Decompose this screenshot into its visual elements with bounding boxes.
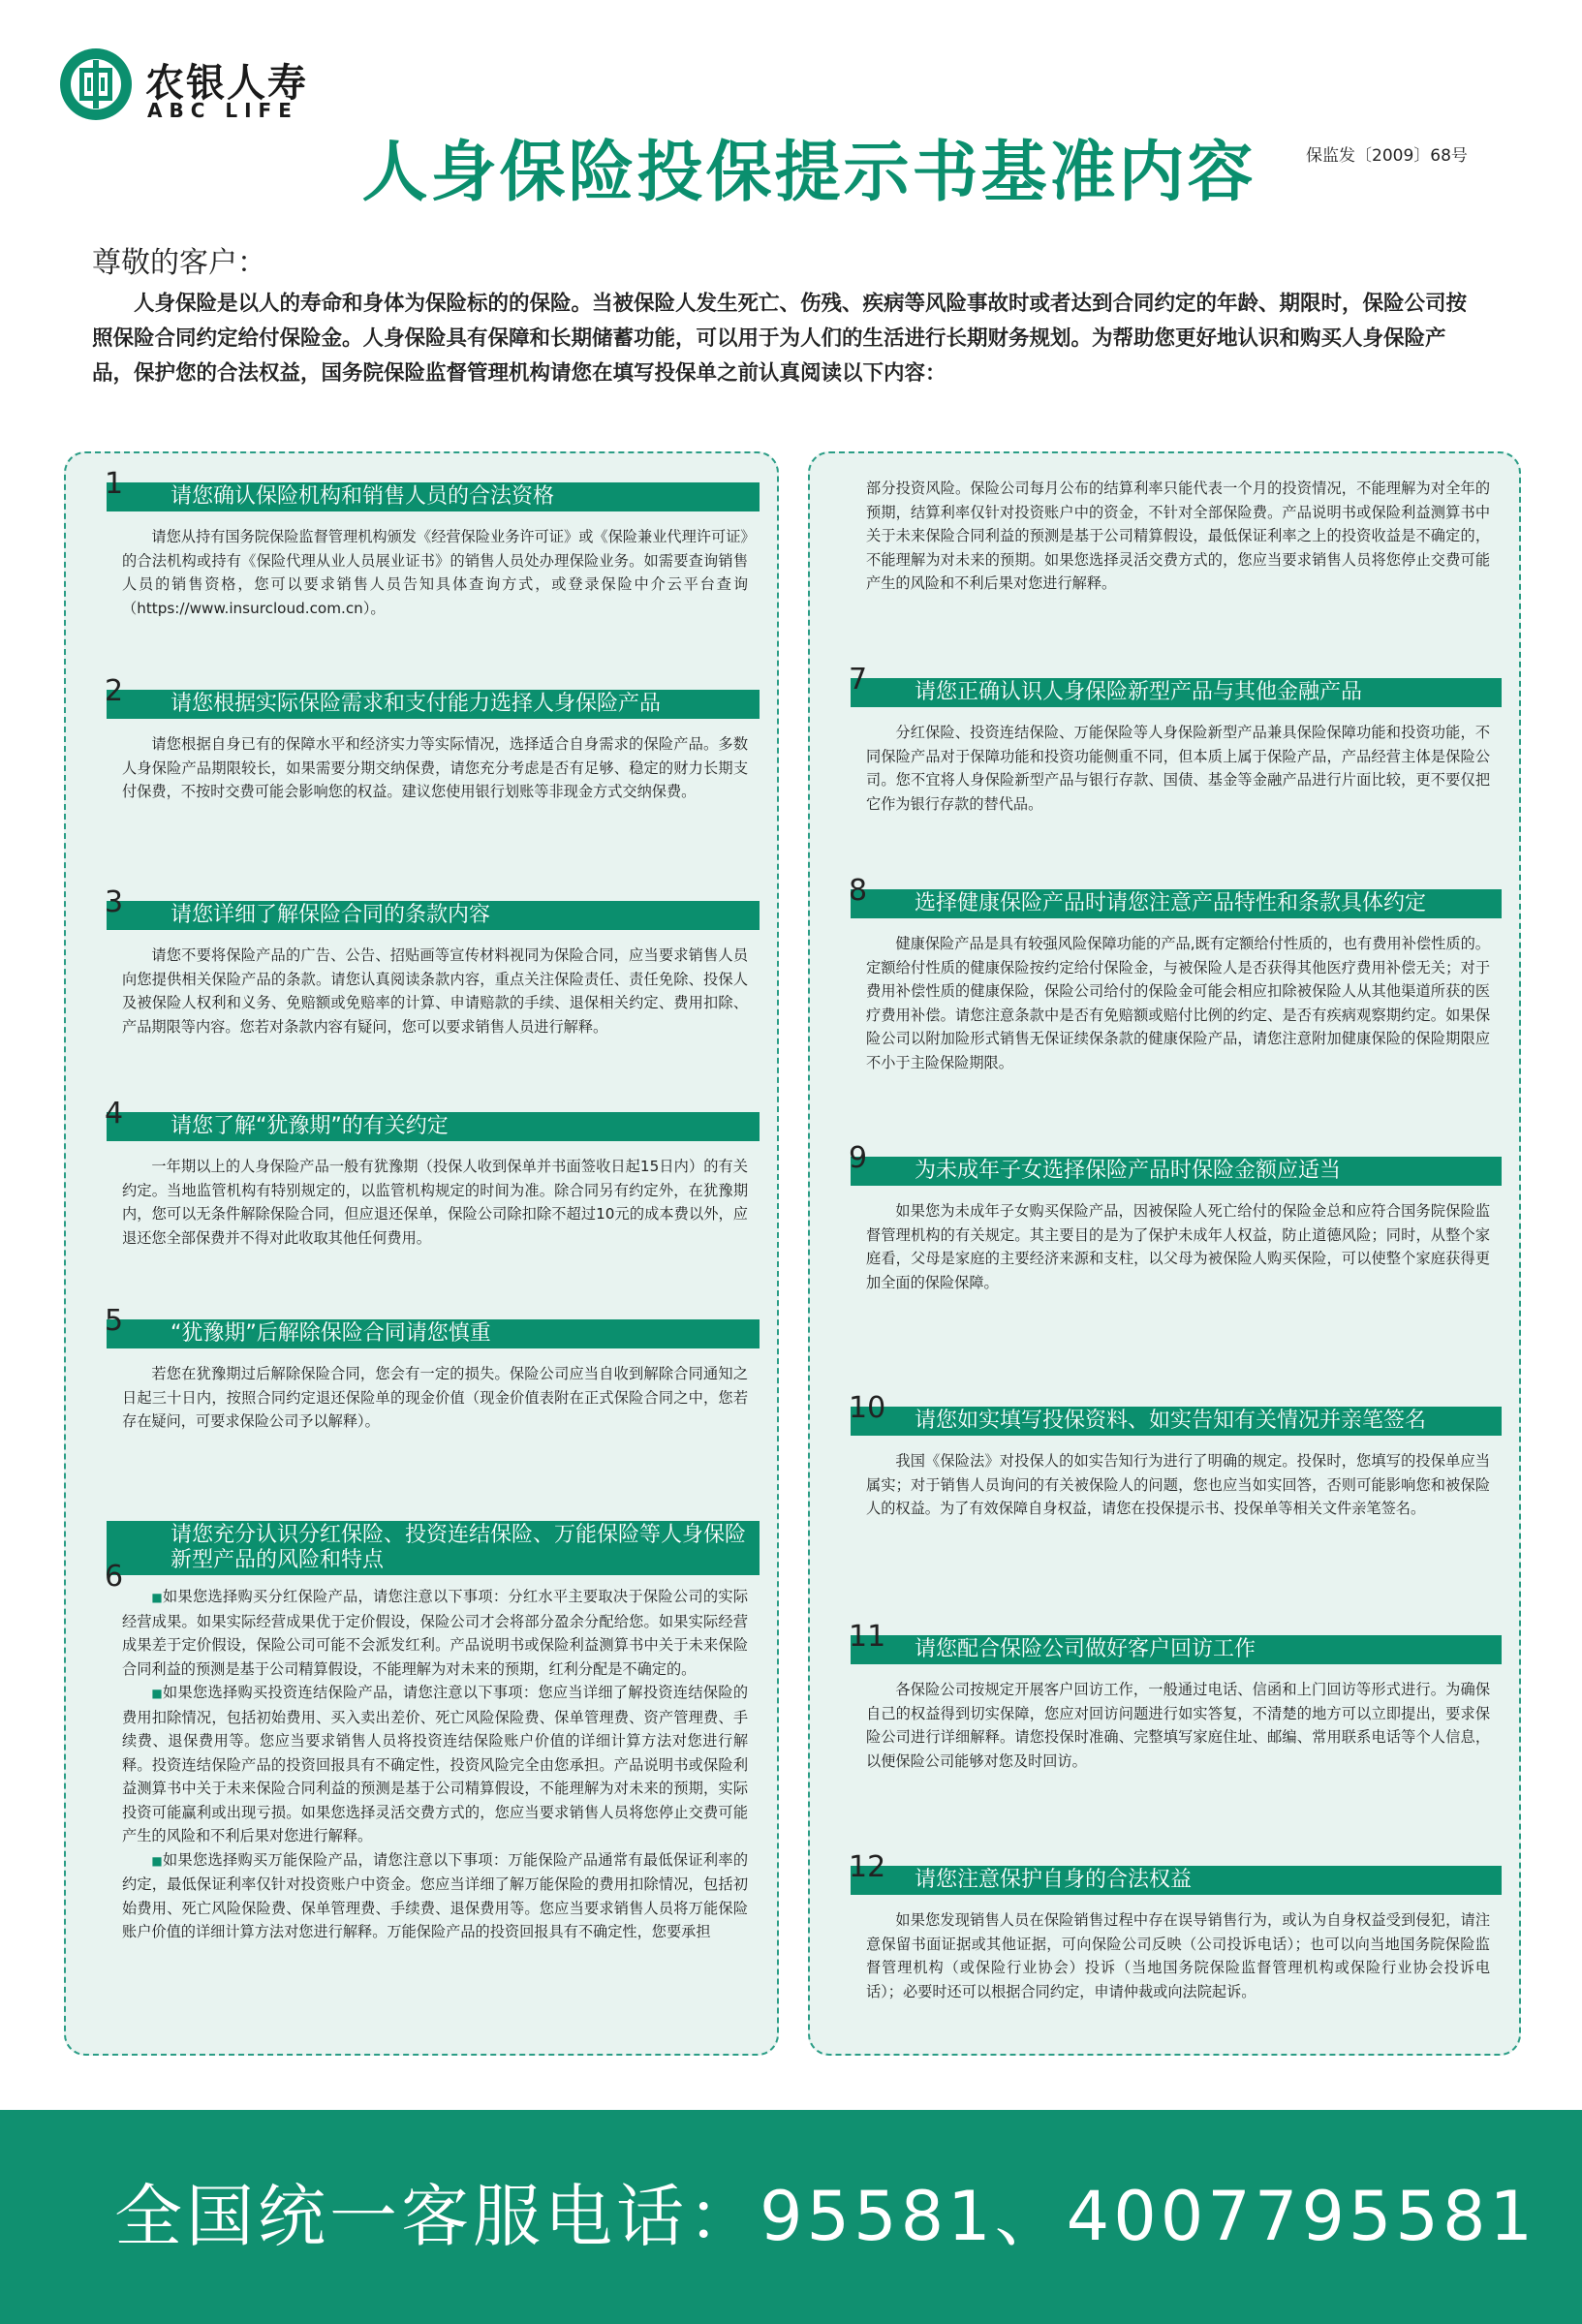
section-number: 5: [105, 1304, 124, 1338]
section-number: 1: [105, 467, 124, 501]
section-title: 请您注意保护自身的合法权益: [851, 1866, 1502, 1895]
brand-logo: [60, 48, 351, 126]
bullet-square-icon: ■: [151, 1687, 164, 1700]
section-title: 请您如实填写投保资料、如实告知有关情况并亲笔签名: [851, 1407, 1502, 1436]
section-number: 7: [849, 663, 868, 697]
section-body-continued: 部分投资风险。保险公司每月公布的结算利率只能代表一个月的投资情况，不能理解为对全年的预期，结算利率仅针对投资账户中的资金，不针对全部保险费。产品说明书或保险利益测算书中关于未来保险合同利益的预测是基于公司精算假设，最低保证利率之上的投资收益是不确定的，不能理解为对未来的预期。如果您选择灵活交费方式的，您应当要求销售人员将您停止交费可能产生的风险和不利后果对您进行解释。: [866, 480, 1490, 592]
section-title: 请您了解“犹豫期”的有关约定: [107, 1112, 760, 1141]
section-body: 一年期以上的人身保险产品一般有犹豫期（投保人收到保单并书面签收日起15日内）的有关约定。当地监管机构有特别规定的，以监管机构规定的时间为准。除合同另有约定外，在犹豫期内，您可以无条件解除保险合同，但应退还保单，保险公司除扣除不超过10元的成本费以外，应退还您全部保费并不得对此收取其他任何费用。: [122, 1158, 748, 1247]
section-title: 为未成年子女选择保险产品时保险金额应适当: [851, 1157, 1502, 1186]
section-number: 4: [105, 1097, 124, 1131]
section-body: 如果您为未成年子女购买保险产品，因被保险人死亡给付的保险金总和应符合国务院保险监督管理机构的有关规定。其主要目的是为了保护未成年人权益，防止道德风险；同时，从整个家庭看，父母是家庭的主要经济来源和支柱，以父母为被保险人购买保险，可以使整个家庭获得更加全面的保险保障。: [866, 1202, 1490, 1291]
section-body: 请您从持有国务院保险监督管理机构颁发《经营保险业务许可证》或《保险兼业代理许可证》的合法机构或持有《保险代理从业人员展业证书》的销售人员处办理保险业务。如需要查询销售人员的销售资格，您可以要求销售人员告知具体查询方式，或登录保险中介云平台查询（https://www.insurcloud.com.cn）。: [122, 528, 748, 617]
greeting: 尊敬的客户：: [92, 246, 266, 280]
section-title: 请您详细了解保险合同的条款内容: [107, 901, 760, 930]
section-number: 6: [105, 1560, 124, 1594]
section-number: 2: [105, 674, 124, 708]
section-body: 我国《保险法》对投保人的如实告知行为进行了明确的规定。投保时，您填写的投保单应当属实；对于销售人员询问的有关被保险人的问题，您也应当如实回答，否则可能影响您和被保险人的权益。为了有效保障自身权益，请您在投保提示书、投保单等相关文件亲笔签名。: [866, 1452, 1490, 1517]
section-body: 分红保险、投资连结保险、万能保险等人身保险新型产品兼具保险保障功能和投资功能，不同保险产品对于保障功能和投资功能侧重不同，但本质上属于保险产品，产品经营主体是保险公司。您不宜将人身保险新型产品与银行存款、国债、基金等金融产品进行片面比较，更不要仅把它作为银行存款的替代品。: [866, 724, 1490, 813]
section-body: ■如果您选择购买分红保险产品，请您注意以下事项：分红水平主要取决于保险公司的实际经营成果。如果实际经营成果优于定价假设，保险公司才会将部分盈余分配给您。如果实际经营成果差于定价假设，保险公司可能不会派发红利。产品说明书或保险利益测算书中关于未来保险合同利益的预测是基于公司精算假设，不能理解为对未来的预期，红利分配是不确定的。 ■如果您选择购买投资连结保险产品，请您注意以下事项：您应当详细了解投资连结保险的费用扣除情况，包括初始费用、买入卖出差价、死亡风险保险费、保单管理费、资产管理费、手续费、退保费用等。您应当要求销售人员将投资连结保险账户价值的详细计算方法对您进行解释。投资连结保险产品的投资回报具有不确定性，投资风险完全由您承担。产品说明书或保险利益测算书中关于未来保险合同利益的预测是基于公司精算假设，不能理解为对未来的预期，实际投资可能赢利或出现亏损。如果您选择灵活交费方式的，您应当要求销售人员将您停止交费可能产生的风险和不利后果对您进行解释。 ■如果您选择购买万能保险产品，请您注意以下事项：万能保险产品通常有最低保证利率的约定，最低保证利率仅针对投资账户中资金。您应当详细了解万能保险的费用扣除情况，包括初始费用、死亡风险保险费、保单管理费、手续费、退保费用等。您应当要求销售人员将万能保险账户价值的详细计算方法对您进行解释。万能保险产品的投资回报具有不确定性，您要承担: [122, 1588, 749, 1940]
bullet-square-icon: ■: [151, 1591, 164, 1604]
document-number: 保监发〔2009〕68号: [1306, 146, 1468, 166]
section-title: 请您正确认识人身保险新型产品与其他金融产品: [851, 678, 1502, 707]
section-number: 3: [105, 885, 124, 919]
page-title: 人身保险投保提示书基准内容: [361, 135, 1256, 211]
section-number: 12: [849, 1850, 886, 1884]
section-title: “犹豫期”后解除保险合同请您慎重: [107, 1319, 760, 1348]
right-panel: [808, 451, 1521, 2056]
section-number: 10: [849, 1391, 886, 1425]
section-number: 9: [849, 1141, 868, 1175]
intro-paragraph: 人身保险是以人的寿命和身体为保险标的的保险。当被保险人发生死亡、伤残、疾病等风险事故时或者达到合同约定的年龄、期限时，保险公司按照保险合同约定给付保险金。人身保险具有保障和长期储蓄功能，可以用于为人们的生活进行长期财务规划。为帮助您更好地认识和购买人身保险产品，保护您的合法权益，国务院保险监督管理机构请您在填写投保单之前认真阅读以下内容：: [92, 292, 1468, 386]
customer-service-hotline-banner: 全国统一客服电话：95581、4007795581: [0, 2110, 1582, 2324]
section-title: 请您根据实际保险需求和支付能力选择人身保险产品: [107, 690, 760, 719]
section-body: 若您在犹豫期过后解除保险合同，您会有一定的损失。保险公司应当自收到解除合同通知之日起三十日内，按照合同约定退还保险单的现金价值（现金价值表附在正式保险合同之中，您若存在疑问，可要求保险公司予以解释）。: [122, 1365, 748, 1430]
section-body: 如果您发现销售人员在保险销售过程中存在误导销售行为，或认为自身权益受到侵犯，请注意保留书面证据或其他证据，可向保险公司反映（公司投诉电话）；也可以向当地国务院保险监督管理机构（或保险行业协会）投诉（当地国务院保险监督管理机构或保险行业协会投诉电话）；必要时还可以根据合同约定，申请仲裁或向法院起诉。: [866, 1911, 1490, 2000]
section-number: 11: [849, 1620, 886, 1654]
section-number: 8: [849, 874, 868, 908]
section-title: 请您配合保险公司做好客户回访工作: [851, 1635, 1502, 1664]
section-title: 选择健康保险产品时请您注意产品特性和条款具体约定: [851, 889, 1502, 918]
section-body: 健康保险产品是具有较强风险保障功能的产品,既有定额给付性质的，也有费用补偿性质的。定额给付性质的健康保险按约定给付保险金，与被保险人是否获得其他医疗费用补偿无关；对于费用补偿性质的健康保险，保险公司给付的保险金可能会相应扣除被保险人从其他渠道所获的医疗费用补偿。请您注意条款中是否有免赔额或赔付比例的约定、是否有疾病观察期约定。如果保险公司以附加险形式销售无保证续保条款的健康保险产品，请您注意附加健康保险的保险期限应不小于主险保险期限。: [866, 935, 1490, 1071]
bullet-square-icon: ■: [151, 1853, 164, 1868]
section-body: 请您不要将保险产品的广告、公告、招贴画等宣传材料视同为保险合同，应当要求销售人员向您提供相关保险产品的条款。请您认真阅读条款内容，重点关注保险责任、责任免除、投保人及被保险人权利和义务、免赔额或免赔率的计算、申请赔款的手续、退保相关约定、费用扣除、产品期限等内容。您若对条款内容有疑问，您可以要求销售人员进行解释。: [122, 946, 748, 1036]
brand-name-cn: 农银人寿: [145, 61, 308, 106]
left-panel: [64, 451, 779, 2056]
section-body: 各保险公司按规定开展客户回访工作，一般通过电话、信函和上门回访等形式进行。为确保自己的权益得到切实保障，您应对回访问题进行如实答复，不清楚的地方可以立即提出，要求保险公司进行详细解释。请您投保时准确、完整填写家庭住址、邮编、常用联系电话等个人信息，以便保险公司能够对您及时回访。: [866, 1681, 1490, 1770]
abc-life-logo-icon: [60, 48, 132, 120]
section-body: 请您根据自身已有的保障水平和经济实力等实际情况，选择适合自身需求的保险产品。多数人身保险产品期限较长，如果需要分期交纳保费，请您充分考虑是否有足够、稳定的财力长期支付保费，不按时交费可能会影响您的权益。建议您使用银行划账等非现金方式交纳保费。: [122, 735, 748, 800]
brand-name-en: ABC LIFE: [147, 99, 298, 122]
section-title: 请您充分认识分红保险、投资连结保险、万能保险等人身保险新型产品的风险和特点: [107, 1521, 760, 1575]
section-title: 请您确认保险机构和销售人员的合法资格: [107, 482, 760, 511]
